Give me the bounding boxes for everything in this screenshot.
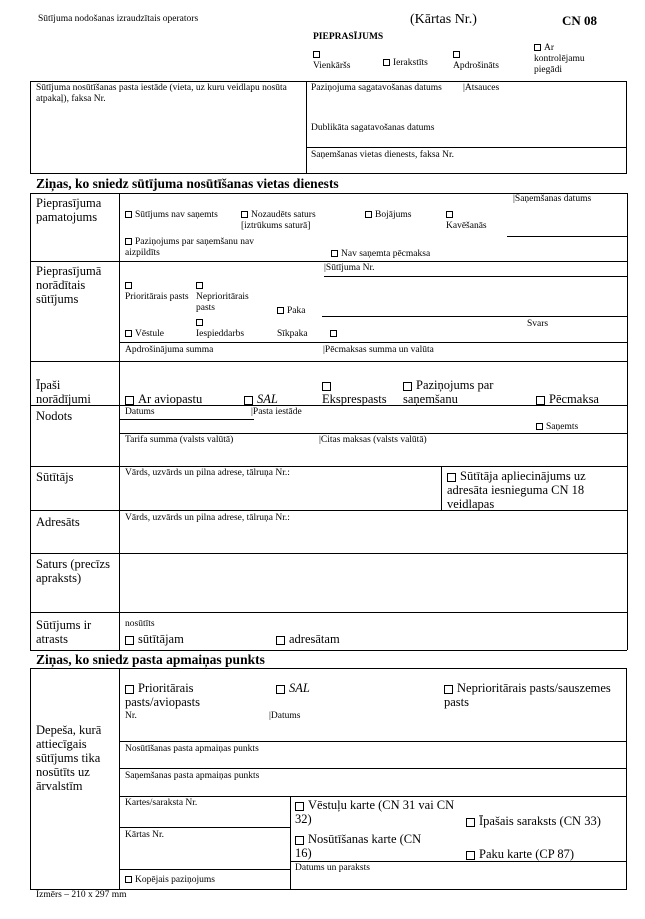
- item-priority[interactable]: Prioritārais pasts: [125, 281, 195, 303]
- reason-ar-not-returned[interactable]: Paziņojums par saņemšanu nav aizpildīts: [125, 237, 254, 258]
- checkbox-icon[interactable]: [125, 876, 132, 883]
- special-by-air[interactable]: Ar aviopastu: [125, 392, 202, 406]
- found-to-sender[interactable]: sūtītājam: [125, 632, 184, 646]
- special-ar-notice[interactable]: Paziņojums par saņemšanu: [403, 378, 494, 406]
- origin-office-field[interactable]: Sūtījuma nosūtīšanas pasta iestāde (vieta, uz kuru veidlapu nosūta atpakaļ), faksa Nr.: [36, 83, 287, 104]
- reference-field[interactable]: |Atsauces: [463, 83, 500, 93]
- item-number-field[interactable]: |Sūtījuma Nr.: [324, 263, 375, 273]
- post-office-field[interactable]: |Pasta iestāde: [251, 407, 302, 417]
- dispatch-nr-field[interactable]: Nr.: [125, 711, 137, 721]
- checkbox-icon[interactable]: [536, 396, 545, 405]
- option-controlled-delivery[interactable]: Ar kontrolējamu piegādi: [534, 43, 585, 75]
- checkbox-icon[interactable]: [295, 802, 304, 811]
- reason-label: Pieprasījuma pamatojums: [36, 196, 102, 224]
- reason-cod-not-received[interactable]: Nav saņemta pēcmaksa: [331, 249, 430, 260]
- checkbox-icon[interactable]: [241, 211, 248, 218]
- special-label: Īpaši norādījumi: [36, 378, 91, 406]
- dispatch-nonpriority-surface[interactable]: Neprioritārais pasts/sauszemes pasts: [444, 681, 611, 709]
- section2-heading: Ziņas, ko sniedz pasta apmaiņas punkts: [36, 652, 265, 667]
- reason-damage[interactable]: Bojājums: [365, 210, 411, 221]
- item-letter[interactable]: Vēstule: [125, 329, 164, 340]
- section1-heading: Ziņas, ko sniedz sūtījuma nosūtīšanas vietas dienests: [36, 176, 339, 191]
- cod-amount-field[interactable]: |Pēcmaksas summa un valūta: [323, 345, 434, 355]
- contents-field[interactable]: [120, 554, 627, 612]
- checkbox-icon[interactable]: [365, 211, 372, 218]
- sender-name-address-field[interactable]: Vārds, uzvārds un pilna adrese, tālruņa Nr.:: [125, 468, 290, 478]
- option-simple[interactable]: Vienkāršs: [313, 50, 350, 72]
- letter-bill[interactable]: Vēstuļu karte (CN 31 vai CN 32): [295, 798, 455, 826]
- option-insured[interactable]: Apdrošināts: [453, 50, 499, 72]
- checkbox-icon[interactable]: [534, 44, 541, 51]
- insured-amount-field[interactable]: Apdrošinājuma summa: [125, 345, 214, 355]
- found-label: Sūtījums ir atrasts: [36, 618, 92, 646]
- sent-to-label: nosūtīts: [125, 619, 155, 629]
- notice-date-field[interactable]: Paziņojuma sagatavošanas datums: [311, 83, 442, 93]
- checkbox-icon[interactable]: [447, 473, 456, 482]
- special-sal[interactable]: SAL: [244, 392, 278, 406]
- item-non-priority[interactable]: Neprioritārais pasts: [196, 281, 266, 314]
- addressee-name-address-field[interactable]: Vārds, uzvārds un pilna adrese, tālruņa Nr.:: [125, 513, 290, 523]
- checkbox-icon[interactable]: [322, 382, 331, 391]
- checkbox-icon[interactable]: [313, 51, 320, 58]
- option-registered[interactable]: Ierakstīts: [383, 58, 428, 69]
- contents-label: Saturs (precīzs apraksts): [36, 557, 110, 585]
- tariff-field[interactable]: Tarifa summa (valsts valūtā): [125, 435, 234, 445]
- item-printed-matter[interactable]: Iespieddarbs: [196, 318, 266, 340]
- checkbox-icon[interactable]: [330, 330, 337, 337]
- item-other[interactable]: [330, 329, 340, 340]
- sender-certificate[interactable]: Sūtītāja apliecinājums uz adresāta iesnieguma CN 18 veidlapas: [447, 469, 586, 511]
- dispatch-priority-air[interactable]: Prioritārais pasts/aviopasts: [125, 681, 200, 709]
- sender-label: Sūtītājs: [36, 470, 74, 484]
- checkbox-icon[interactable]: [277, 307, 284, 314]
- item-label: Pieprasījumā norādītais sūtījums: [36, 264, 102, 306]
- size-note: Izmērs – 210 x 297 mm: [36, 890, 127, 900]
- posted-received[interactable]: Saņemts: [536, 422, 578, 433]
- checkbox-icon[interactable]: [244, 396, 253, 405]
- reason-delay[interactable]: Kavēšanās: [446, 210, 487, 232]
- parcel-bill[interactable]: Paku karte (CP 87): [466, 847, 574, 861]
- checkbox-icon[interactable]: [196, 319, 203, 326]
- special-cod[interactable]: Pēcmaksa: [536, 392, 599, 406]
- checkbox-icon[interactable]: [331, 250, 338, 257]
- date-signature-field[interactable]: Datums un paraksts: [295, 863, 370, 873]
- checkbox-icon[interactable]: [453, 51, 460, 58]
- dispatch-card[interactable]: Nosūtīšanas karte (CN 16): [295, 832, 422, 860]
- checkbox-icon[interactable]: [295, 836, 304, 845]
- checkbox-icon[interactable]: [466, 818, 475, 827]
- dispatch-office-field[interactable]: Nosūtīšanas pasta apmaiņas punkts: [125, 744, 259, 754]
- special-express[interactable]: Eksprespasts: [322, 378, 387, 406]
- addressee-label: Adresāts: [36, 515, 80, 529]
- dispatch-label: Depeša, kurā attiecīgais sūtījums tika nosūtīts uz ārvalstīm: [36, 723, 102, 793]
- card-serial-number-field[interactable]: Kārtas Nr.: [125, 830, 165, 840]
- reason-contents-missing[interactable]: Nozaudēts saturs [iztrūkums saturā]: [241, 210, 316, 231]
- posted-date-field[interactable]: Datums: [125, 407, 155, 417]
- duplicate-date-field[interactable]: Dublikāta sagatavošanas datums: [311, 123, 435, 133]
- special-list[interactable]: Īpašais saraksts (CN 33): [466, 814, 601, 828]
- bulk-advice[interactable]: Kopējais paziņojums: [125, 875, 215, 886]
- reason-not-received[interactable]: Sūtījums nav saņemts: [125, 210, 235, 221]
- posted-label: Nodots: [36, 409, 73, 423]
- checkbox-icon[interactable]: [276, 636, 285, 645]
- receiving-service-field[interactable]: Saņemšanas vietas dienests, faksa Nr.: [311, 150, 454, 160]
- form-code: CN 08: [562, 13, 598, 28]
- serial-number-label: (Kārtas Nr.): [410, 12, 477, 27]
- checkbox-icon[interactable]: [125, 396, 134, 405]
- found-to-addressee[interactable]: adresātam: [276, 632, 340, 646]
- dispatch-sal[interactable]: SAL: [276, 681, 310, 695]
- checkbox-icon[interactable]: [383, 59, 390, 66]
- item-parcel[interactable]: Paka: [277, 306, 305, 317]
- receiving-office-field[interactable]: Saņemšanas pasta apmaiņas punkts: [125, 771, 260, 781]
- checkbox-icon[interactable]: [536, 423, 543, 430]
- card-list-number-field[interactable]: Kartes/saraksta Nr.: [125, 798, 198, 808]
- checkbox-icon[interactable]: [444, 685, 453, 694]
- checkbox-icon[interactable]: [276, 685, 285, 694]
- operator-label: Sūtījuma nodošanas izraudzītais operators: [38, 14, 199, 24]
- checkbox-icon[interactable]: [125, 685, 134, 694]
- form-title: PIEPRASĪJUMS: [313, 32, 384, 42]
- checkbox-icon[interactable]: [125, 211, 132, 218]
- checkbox-icon[interactable]: [125, 238, 132, 245]
- dispatch-date-field[interactable]: |Datums: [269, 711, 301, 721]
- checkbox-icon[interactable]: [125, 636, 134, 645]
- item-small-packet[interactable]: Sīkpaka: [277, 329, 308, 339]
- checkbox-icon[interactable]: [125, 282, 132, 289]
- checkbox-icon[interactable]: [196, 282, 203, 289]
- checkbox-icon[interactable]: [446, 211, 453, 218]
- weight-field[interactable]: Svars: [527, 319, 549, 329]
- checkbox-icon[interactable]: [466, 851, 475, 860]
- received-date-field[interactable]: |Saņemšanas datums: [513, 194, 592, 204]
- other-charges-field[interactable]: |Citas maksas (valsts valūtā): [319, 435, 427, 445]
- checkbox-icon[interactable]: [403, 382, 412, 391]
- checkbox-icon[interactable]: [125, 330, 132, 337]
